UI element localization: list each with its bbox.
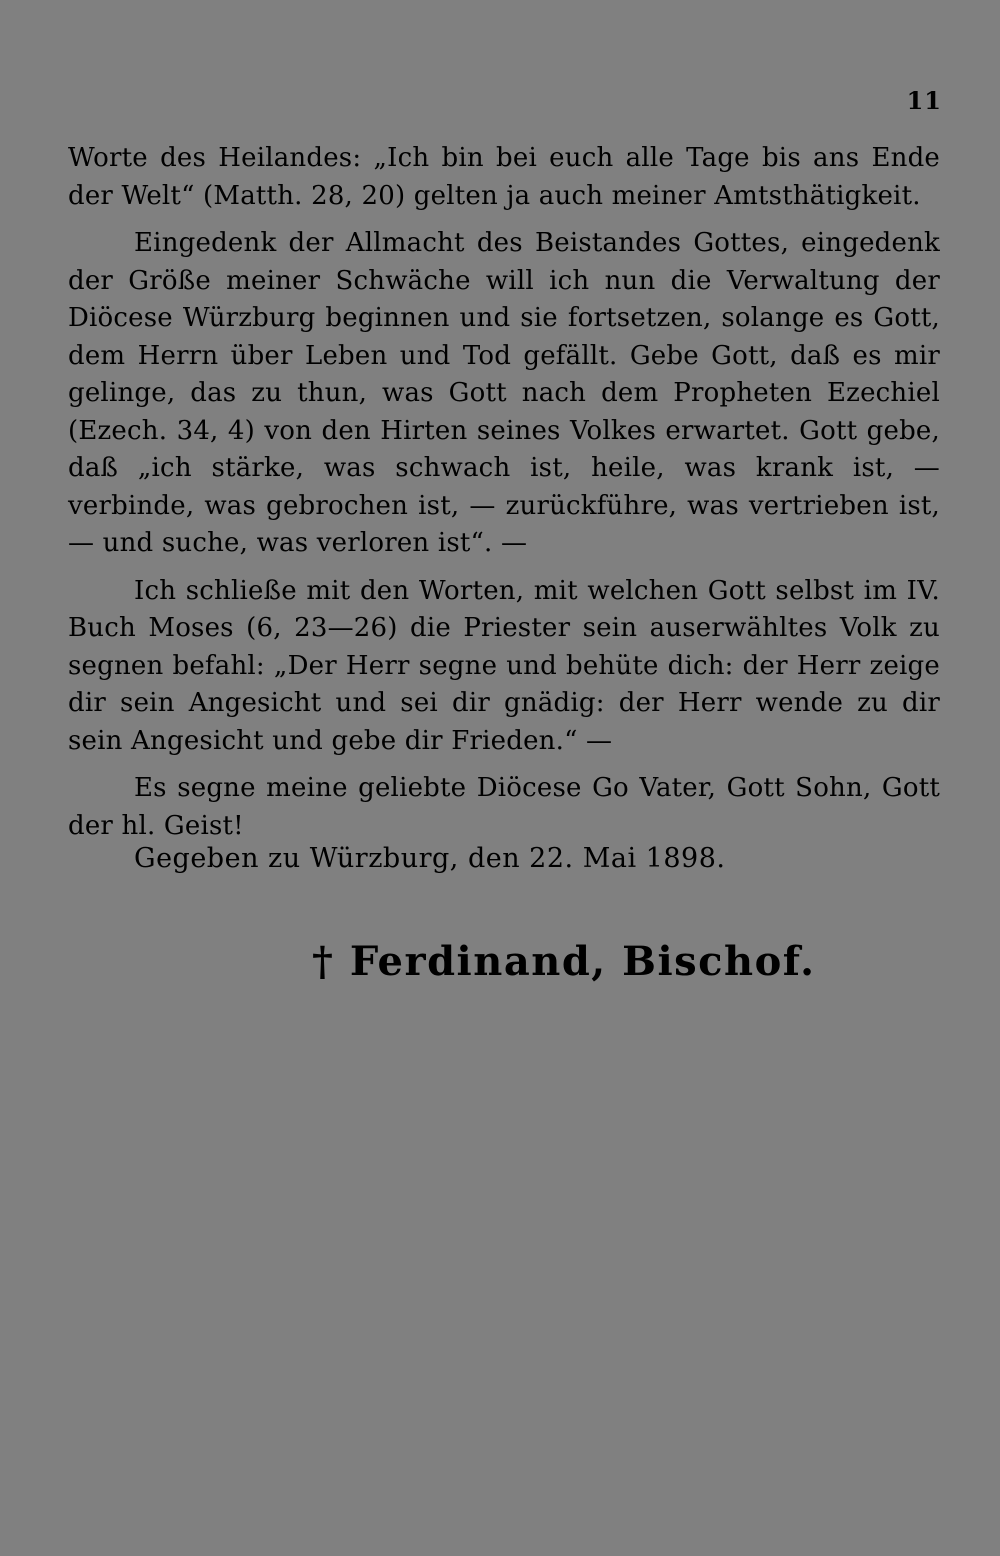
paragraph-administration: Eingedenk der Allmacht des Beistandes Gottes, eingedenk der Größe meiner Schwäche will ich nun die Verwaltung der Diöcese Würzburg beginnen und sie fortsetzen, solange es Gott, dem Herrn über Leben und Tod gefällt. Gebe Gott, daß es mir gelinge, das zu thun, was Gott nach dem Propheten Ezechiel (Ezech. 34, 4) von den Hirten seines Volkes erwartet. Gott gebe, daß „ich stärke, was schwach ist, heile, was krank ist, — verbinde, was gebrochen ist, — zurückführe, was vertrieben ist, — und suche, was verloren ist“. —: [68, 228, 940, 558]
paragraph-closing-blessing: Es segne meine geliebte Diöcese Go Vater, Gott Sohn, Gott der hl. Geist!: [68, 773, 940, 841]
signature: † Ferdinand, Bischof.: [312, 938, 816, 985]
page-number: 11: [906, 86, 942, 115]
paragraph-continuation: Worte des Heilandes: „Ich bin bei euch alle Tage bis ans Ende der Welt“ (Matth. 28, 20) gelten ja auch meiner Amtsthätigkeit.: [68, 143, 940, 211]
paragraph-blessing-quote: Ich schließe mit den Worten, mit welchen Gott selbst im IV. Buch Moses (6, 23—26) die Priester sein auserwähltes Volk zu segnen befahl: „Der Herr segne und behüte dich: der Herr zeige dir sein Angesicht und sei dir gnädig: der Herr wende zu dir sein Angesicht und gebe dir Frieden.“ —: [68, 575, 940, 756]
body-text: [68, 140, 940, 855]
dateline: Gegeben zu Würzburg, den 22. Mai 1898.: [134, 843, 726, 874]
